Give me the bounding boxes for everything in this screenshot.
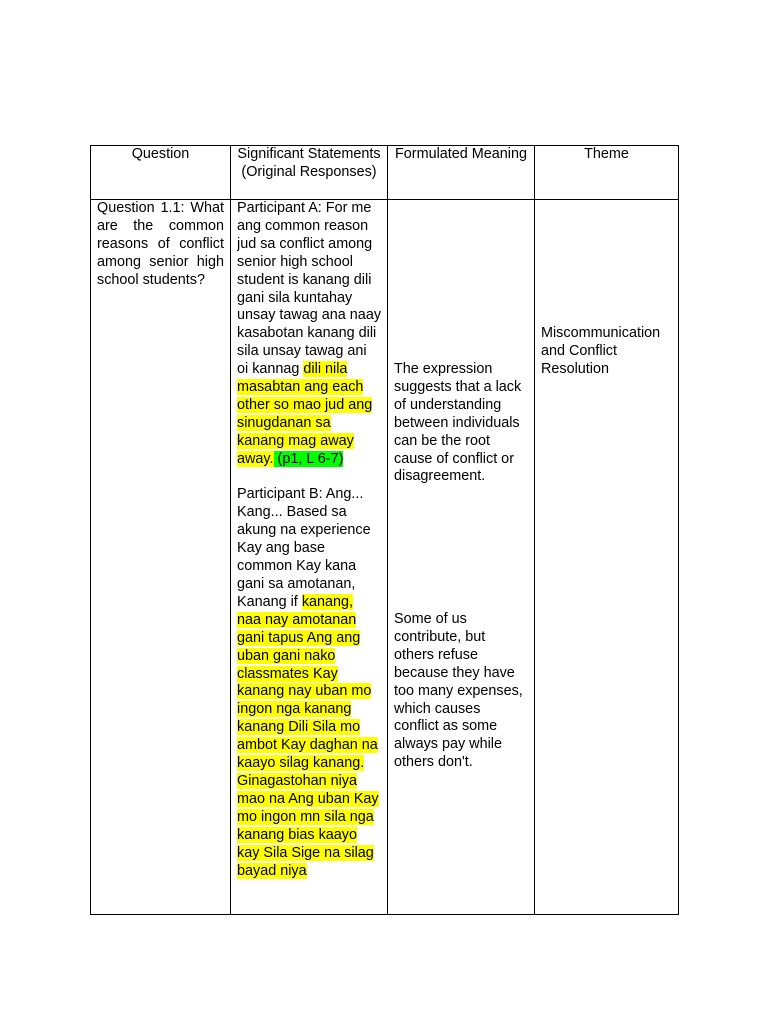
table-header-row xyxy=(91,146,679,200)
header-theme: Theme xyxy=(535,146,679,200)
header-question: Question xyxy=(91,146,231,200)
theme-cell xyxy=(535,200,679,915)
participant-b-statement xyxy=(237,486,381,880)
meaning-cell xyxy=(388,200,535,915)
question-cell xyxy=(91,200,231,915)
theme-text: Miscommunication and Conflict Resolution xyxy=(541,325,661,377)
participant-a-text: Participant A: For me ang common reason jud sa conflict among senior high school student is kanang dili gani sila kuntahay unsay tawag ana naay kasabotan kanang dili sila unsay tawag ani oi kannag xyxy=(237,200,381,378)
participant-a-highlight: dili nila masabtan ang each other so mao jud ang sinugdanan sa kanang mag away away. xyxy=(237,361,373,467)
meaning-b-text: Some of us contribute, but others refuse because they have too many expenses, which causes conflict as some always pay while others don't. xyxy=(394,611,523,771)
participant-b-text: Participant B: Ang... Kang... Based sa akung na experience Kay ang base common Kay kana gani sa amotanan, Kanang if xyxy=(237,486,371,610)
participant-a-statement xyxy=(237,200,381,469)
participant-b-highlight: kanang, naa nay amotanan gani tapus Ang ang uban gani nako classmates Kay kanang nay uban mo ingon nga kanang kanang Dili Sila mo ambot Kay daghan na kaayo silag kanang. Ginagastohan niya mao na Ang uban Kay mo ingon mn sila nga kanang bias kaayo kay Sila Sige na silag bayad niya xyxy=(237,593,379,879)
header-significant-statements: Significant Statements (Original Responses) xyxy=(231,146,388,200)
statements-cell xyxy=(231,200,388,915)
question-text: Question 1.1: What are the common reasons of conflict among senior high school students? xyxy=(97,200,224,288)
header-formulated-meaning: Formulated Meaning xyxy=(388,146,535,200)
analysis-table xyxy=(90,145,679,915)
table-row xyxy=(91,200,679,915)
participant-a-citation: (p1, L 6-7) xyxy=(273,450,344,467)
meaning-a-text: The expression suggests that a lack of understanding between individuals can be the root cause of conflict or disagreement. xyxy=(394,361,522,485)
